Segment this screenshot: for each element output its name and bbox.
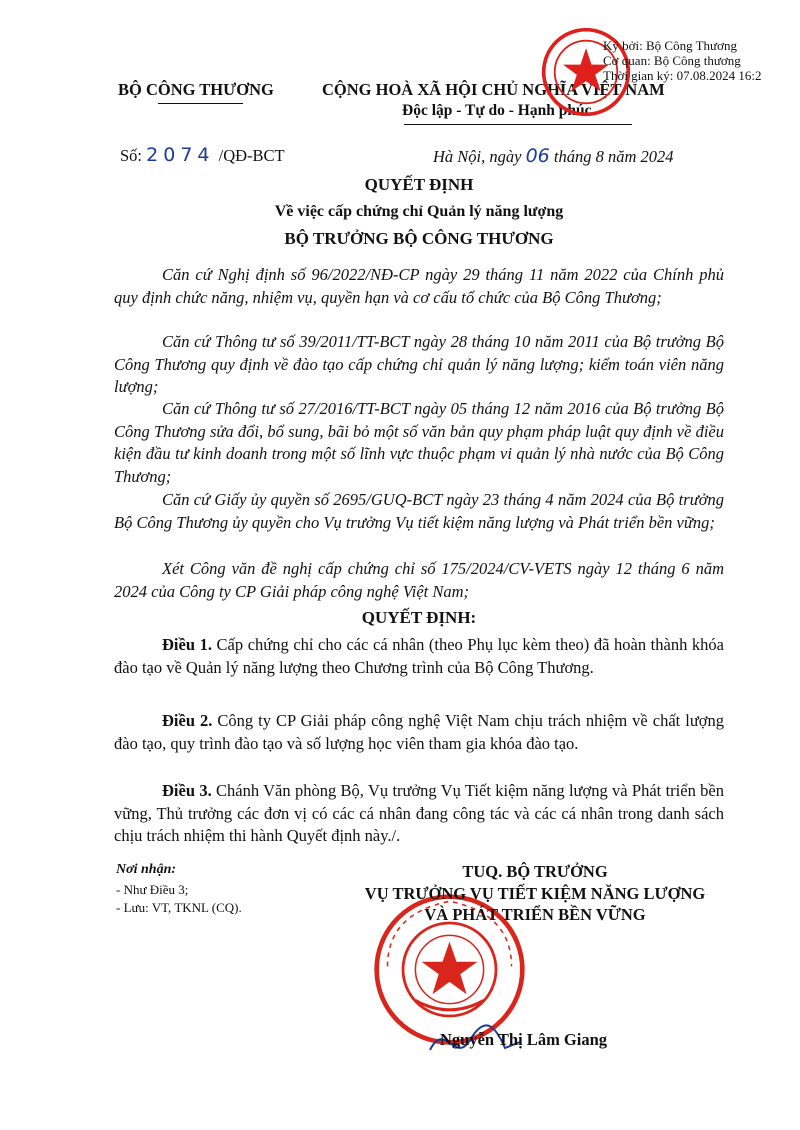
signatory-line-1: TUQ. BỘ TRƯỞNG <box>462 862 608 881</box>
sign-time-line: Thời gian ký: 07.08.2024 16:2 <box>603 68 762 83</box>
issuing-authority: BỘ TRƯỞNG BỘ CÔNG THƯƠNG <box>284 229 554 248</box>
article-2-text: Công ty CP Giải pháp công nghệ Việt Nam chịu trách nhiệm về chất lượng đào tạo, quy trình đào tạo và số lượng học viên tham gia khóa đào tạo. <box>114 711 724 753</box>
signatory-line-2: VỤ TRƯỞNG VỤ TIẾT KIỆM NĂNG LƯỢNG <box>364 884 706 903</box>
article-3-text: Chánh Văn phòng Bộ, Vụ trưởng Vụ Tiết kiệm năng lượng và Phát triển bền vững, Thủ trưởng các đơn vị có các cá nhân đang công tác và các cá nhân trong danh sách chịu trách nhiệm thi hành Quyết định này./. <box>114 781 724 845</box>
number-prefix: Số: <box>120 146 143 165</box>
number-suffix: /QĐ-BCT <box>218 146 285 165</box>
article-1-text: Cấp chứng chỉ cho các cá nhân (theo Phụ lục kèm theo) đã hoàn thành khóa đào tạo về Quản lý năng lượng theo Chương trình của Bộ Công Thương. <box>114 635 724 677</box>
ministry-name: BỘ CÔNG THƯƠNG <box>118 80 274 99</box>
article-2 <box>114 710 724 755</box>
country-name: CỘNG HOÀ XÃ HỘI CHỦ NGHĨA VIỆT NAM <box>322 80 665 99</box>
signatory-line-3: VÀ PHÁT TRIỂN BỀN VỮNG <box>424 905 646 924</box>
ministry-underline <box>158 103 243 104</box>
article-3-label: Điều 3. <box>162 781 212 800</box>
recipients-heading: Nơi nhận: <box>116 862 177 877</box>
preamble-5: Xét Công văn đề nghị cấp chứng chỉ số 175/2024/CV-VETS ngày 12 tháng 6 năm 2024 của Công ty CP Giải pháp công nghệ Việt Nam; <box>114 559 724 601</box>
decision-title: QUYẾT ĐỊNH <box>364 175 474 194</box>
motto-underline <box>404 124 632 125</box>
digital-signature-info <box>603 38 762 83</box>
national-motto: Độc lập - Tự do - Hạnh phúc <box>402 102 592 119</box>
place-date <box>433 145 674 167</box>
recipient-item: - Như Điều 3; <box>116 882 189 897</box>
place-date-prefix: Hà Nội, ngày <box>433 147 522 166</box>
document-number <box>120 144 285 166</box>
handwritten-day: 06 <box>525 145 550 167</box>
preamble-2: Căn cứ Thông tư số 39/2011/TT-BCT ngày 28 tháng 10 năm 2011 của Bộ trưởng Bộ Công Thương quy định về đào tạo cấp chứng chỉ quản lý năng lượng; kiểm toán viên năng lượng; <box>114 332 724 396</box>
agency-line: Cơ quan: Bộ Công thương <box>603 53 741 68</box>
article-3 <box>114 780 724 848</box>
article-1 <box>114 634 724 679</box>
handwritten-number: 2074 <box>146 144 215 166</box>
article-1-label: Điều 1. <box>162 635 212 654</box>
recipient-item: - Lưu: VT, TKNL (CQ). <box>116 900 242 915</box>
place-date-suffix: tháng 8 năm 2024 <box>553 147 674 166</box>
decision-subject: Về việc cấp chứng chỉ Quản lý năng lượng <box>274 203 564 220</box>
preamble-4: Căn cứ Giấy ủy quyền số 2695/GUQ-BCT ngày 23 tháng 4 năm 2024 của Bộ trưởng Bộ Công Thương ủy quyền cho Vụ trưởng Vụ tiết kiệm năng lượng và Phát triển bền vững; <box>114 490 724 532</box>
signatory-name: Nguyễn Thị Lâm Giang <box>440 1030 608 1049</box>
decision-heading: QUYẾT ĐỊNH: <box>361 608 477 627</box>
preamble-1: Căn cứ Nghị định số 96/2022/NĐ-CP ngày 29 tháng 11 năm 2022 của Chính phủ quy định chức năng, nhiệm vụ, quyền hạn và cơ cấu tổ chức của Bộ Công Thương; <box>114 265 724 307</box>
preamble-3: Căn cứ Thông tư số 27/2016/TT-BCT ngày 05 tháng 12 năm 2016 của Bộ trưởng Bộ Công Thương sửa đổi, bổ sung, bãi bỏ một số văn bản quy phạm pháp luật quy định về điều kiện đầu tư kinh doanh trong một số lĩnh vực thuộc phạm vi quản lý nhà nước của Bộ Công Thương; <box>114 399 724 486</box>
article-2-label: Điều 2. <box>162 711 213 730</box>
signer-line: Ký bởi: Bộ Công Thương <box>603 38 737 53</box>
